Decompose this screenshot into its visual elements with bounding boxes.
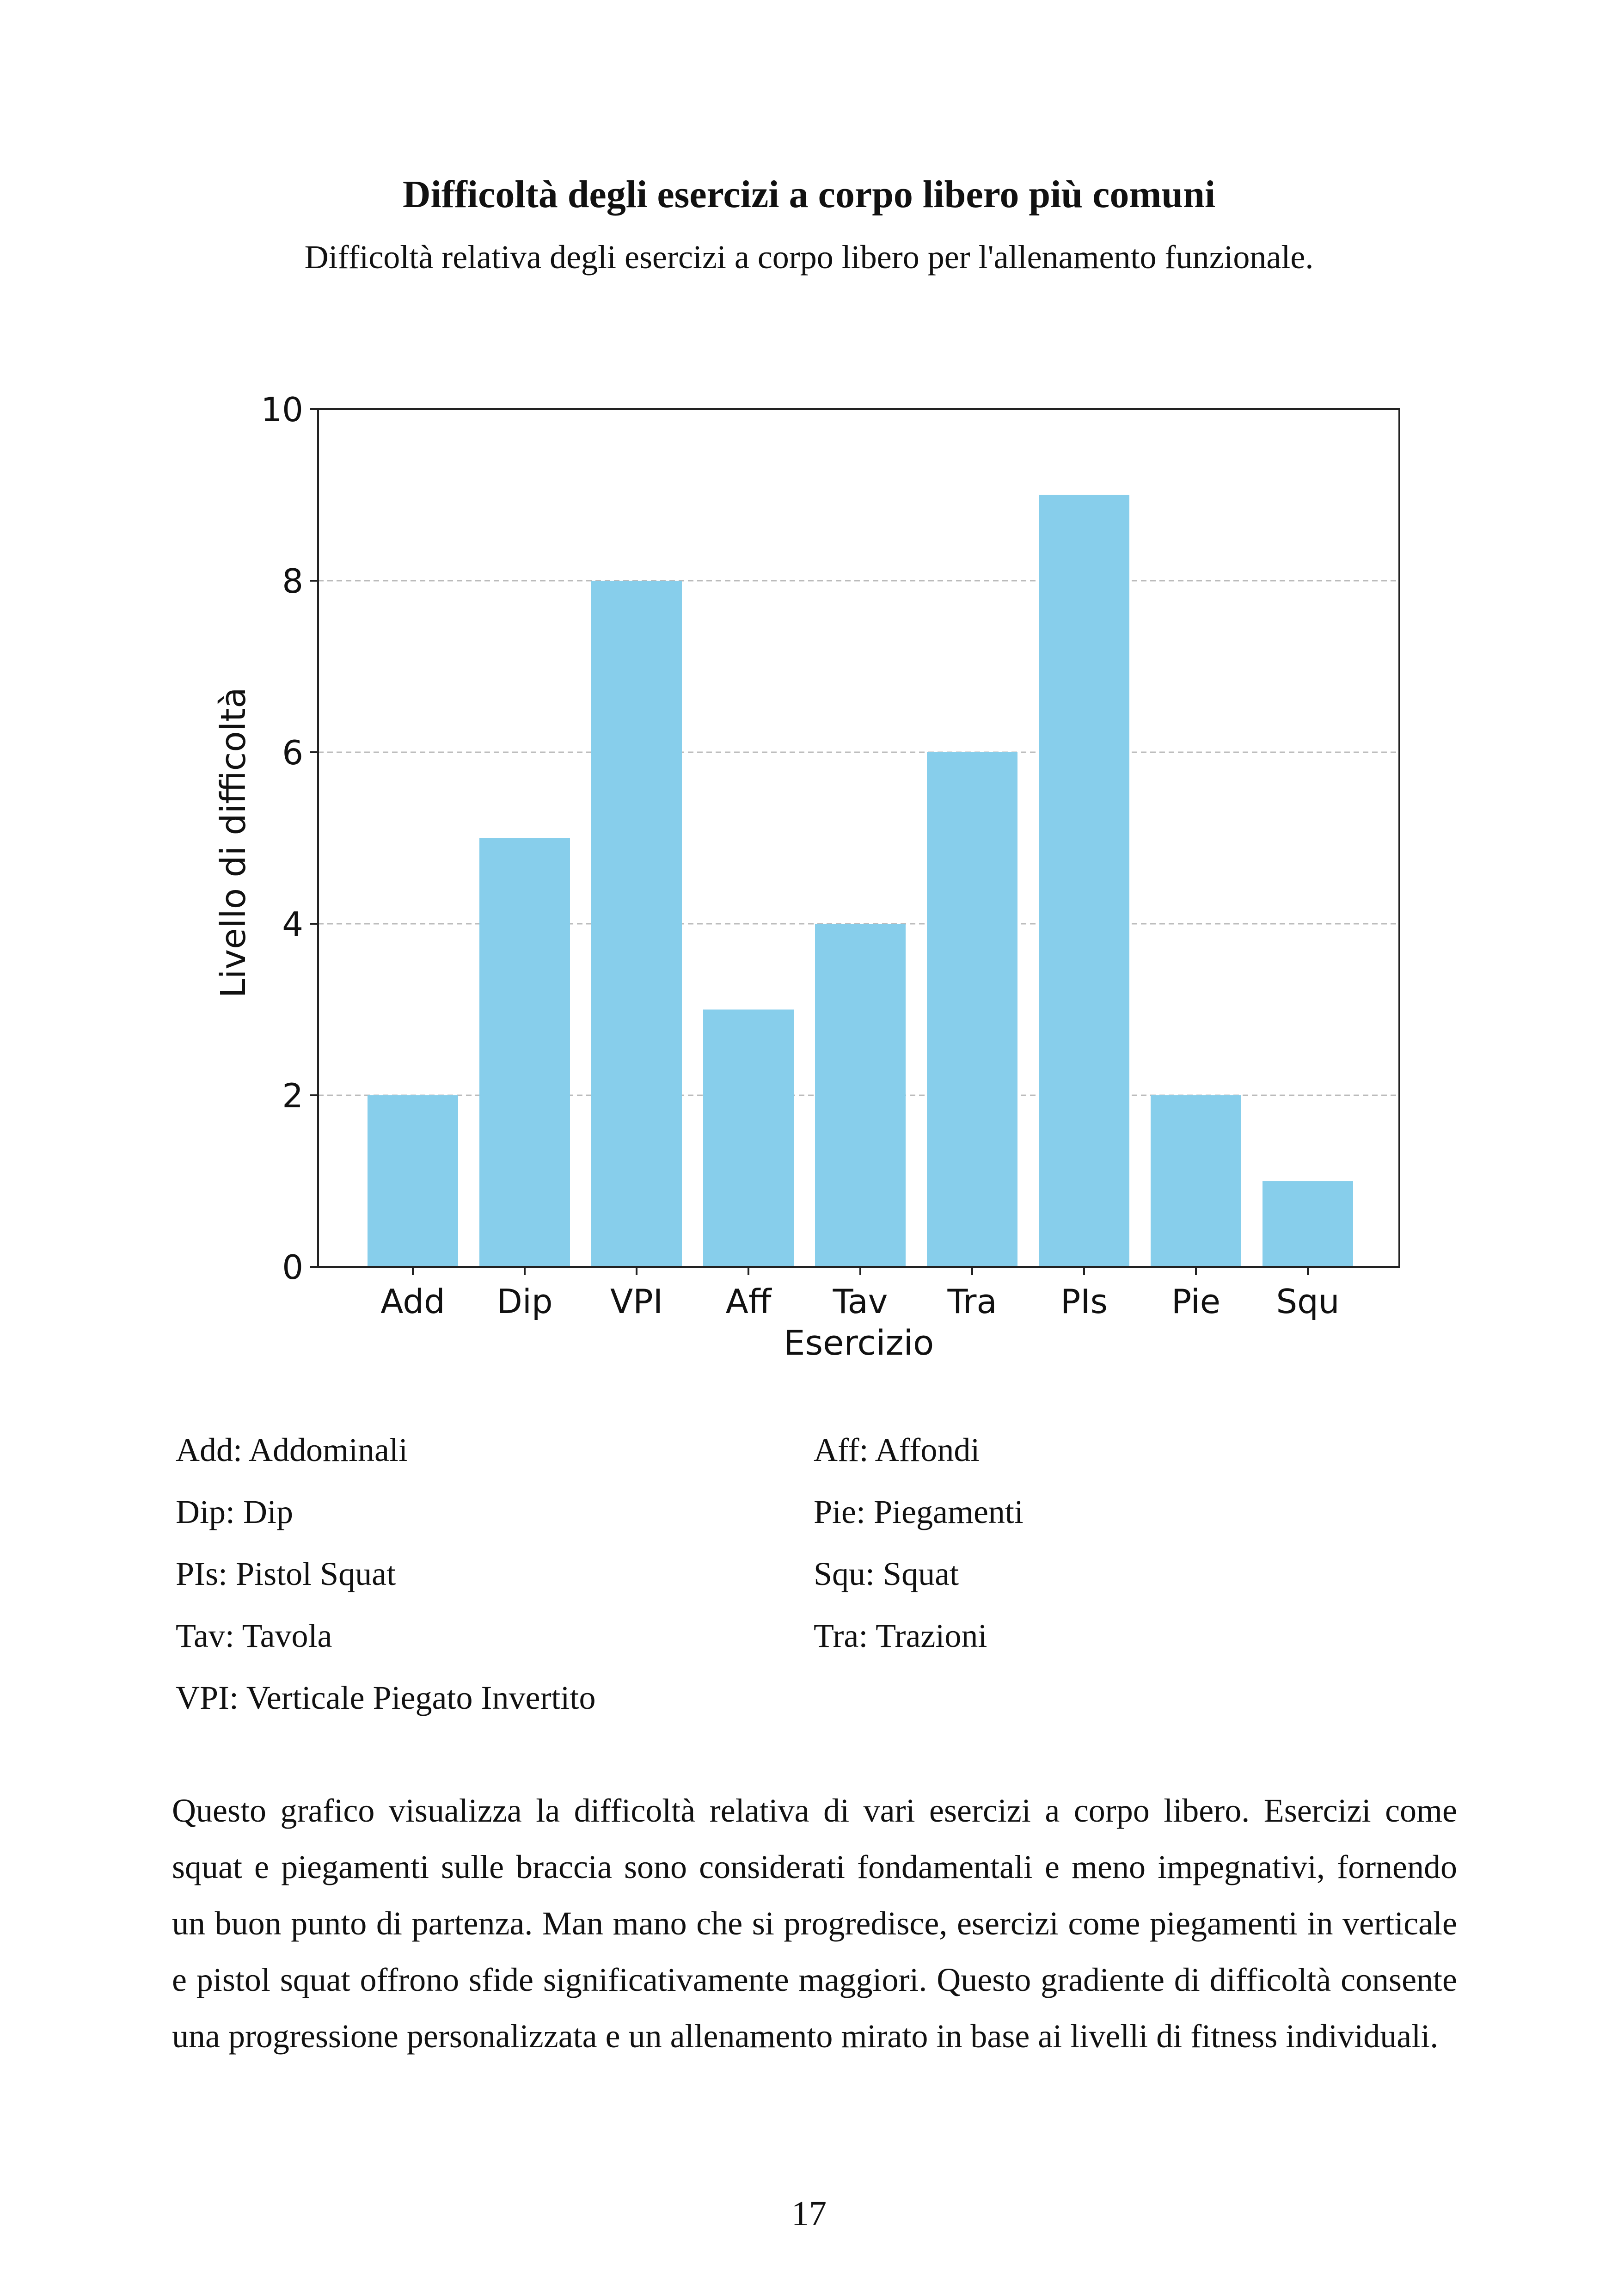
y-tick-label: 8 (282, 562, 303, 601)
y-tick-label: 4 (282, 905, 303, 944)
legend-item: Add: Addominali (176, 1431, 408, 1468)
bar-vpi (591, 581, 682, 1267)
legend-item: Aff: Affondi (814, 1431, 980, 1468)
legend-item: Tra: Trazioni (814, 1617, 987, 1654)
legend-item: VPI: Verticale Piegato Invertito (176, 1679, 596, 1716)
y-tick-label: 0 (282, 1248, 303, 1287)
bar-pis (1039, 495, 1129, 1267)
legend-item: Squ: Squat (814, 1555, 959, 1592)
bars (368, 495, 1353, 1267)
x-axis-label: Esercizio (783, 1323, 934, 1363)
bar-tav (815, 924, 906, 1267)
chart-subtitle: Difficoltà relativa degli esercizi a corpo libero per l'allenamento funzionale. (304, 239, 1314, 276)
y-tick-label: 10 (261, 390, 303, 429)
x-tick-label: Add (380, 1282, 445, 1321)
bar-dip (479, 838, 570, 1267)
y-axis-label: Livello di difficoltà (214, 687, 253, 998)
bar-squ (1263, 1181, 1353, 1267)
x-tick-label: Aff (725, 1282, 772, 1321)
body-paragraph: Questo grafico visualizza la difficoltà relativa di vari esercizi a corpo libero. Esercizi come squat e piegamenti sulle braccia sono considerati fondamentali e meno impegnativi, fornendo un buon punto di partenza. Man mano che si progredisce, esercizi come piegamenti in verticale e pistol squat offrono sfide significativamente maggiori. Questo gradiente di difficoltà consente una progressione personalizzata e un allenamento mirato in base ai livelli di fitness individuali. (172, 1792, 1457, 2055)
x-tick-label: Dip (496, 1282, 553, 1321)
y-tick-label: 6 (282, 733, 303, 772)
legend-item: Dip: Dip (176, 1493, 294, 1530)
x-tick-label: VPI (610, 1282, 663, 1321)
x-tick-label: Tav (833, 1282, 888, 1321)
chart-title: Difficoltà degli esercizi a corpo libero più comuni (402, 173, 1216, 216)
bar-aff (703, 1010, 794, 1267)
legend-item: Pie: Piegamenti (814, 1493, 1024, 1530)
bar-tra (927, 752, 1017, 1267)
x-tick-label: Tra (947, 1282, 997, 1321)
page-number: 17 (791, 2194, 827, 2233)
x-tick-label: Pie (1171, 1282, 1221, 1321)
bar-add (368, 1095, 458, 1267)
y-tick-label: 2 (282, 1076, 303, 1115)
x-tick-label: Squ (1276, 1282, 1340, 1321)
legend-item: PIs: Pistol Squat (176, 1555, 396, 1592)
bar-pie (1151, 1095, 1241, 1267)
x-tick-label: PIs (1060, 1282, 1108, 1321)
legend-item: Tav: Tavola (176, 1617, 332, 1654)
